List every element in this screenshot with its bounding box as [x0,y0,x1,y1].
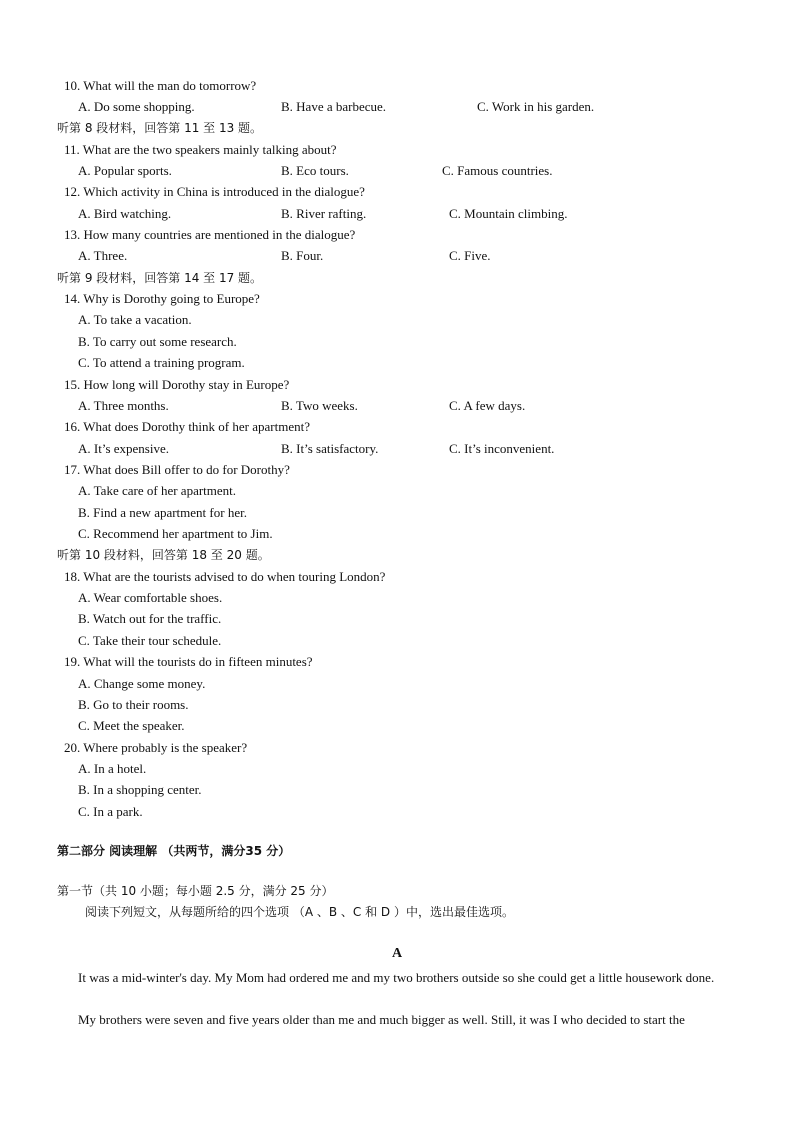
option-a: A. Bird watching. [78,206,172,221]
section-heading-8: 听第 8 段材料，回答第 11 至 13 题。 [57,121,263,135]
question-17: 17. What does Bill offer to do for Dorothy? [64,462,290,477]
option-b: B. Watch out for the traffic. [78,611,222,626]
option-c: C. Meet the speaker. [78,718,185,733]
question-16: 16. What does Dorothy think of her apartment? [64,419,310,434]
question-18: 18. What are the tourists advised to do when touring London? [64,569,386,584]
option-b: B. In a shopping center. [78,782,202,797]
option-c: C. Famous countries. [442,163,553,178]
option-a: A. Three months. [78,398,169,413]
option-a: A. Popular sports. [78,163,172,178]
option-c: C. In a park. [78,804,143,819]
option-c: C. Work in his garden. [477,99,595,114]
option-c: C. Five. [449,248,491,263]
reading-instructions: 阅读下列短文，从每题所给的四个选项 （A 、B 、C 和 D ）中，选出最佳选项。 [85,905,514,919]
option-b: B. Two weeks. [281,398,358,413]
option-c: C. It’s inconvenient. [449,441,555,456]
option-b: B. To carry out some research. [78,334,237,349]
option-b: B. Go to their rooms. [78,697,189,712]
option-a: A. Wear comfortable shoes. [78,590,223,605]
section-heading-9: 听第 9 段材料，回答第 14 至 17 题。 [57,271,263,285]
passage-paragraph-2: My brothers were seven and five years older than me and much bigger as well. Still, it was I who decided to start the [78,1012,685,1027]
option-c: C. Mountain climbing. [449,206,568,221]
option-a: A. Change some money. [78,676,206,691]
part-two-heading: 第二部分 阅读理解 （共两节，满分35 分） [57,844,291,858]
option-c: C. A few days. [449,398,526,413]
option-a: A. Three. [78,248,128,263]
option-a: A. In a hotel. [78,761,147,776]
question-11: 11. What are the two speakers mainly talking about? [64,142,337,157]
passage-paragraph-1: It was a mid-winter's day. My Mom had ordered me and my two brothers outside so she could get a little housework done. [78,970,715,985]
option-b: B. Eco tours. [281,163,349,178]
option-a: A. It’s expensive. [78,441,169,456]
question-19: 19. What will the tourists do in fifteen minutes? [64,654,313,669]
option-a: A. Take care of her apartment. [78,483,237,498]
option-a: A. To take a vacation. [78,312,192,327]
option-b: B. Four. [281,248,324,263]
option-b: B. Have a barbecue. [281,99,387,114]
option-a: A. Do some shopping. [78,99,195,114]
question-12: 12. Which activity in China is introduced in the dialogue? [64,184,365,199]
question-20: 20. Where probably is the speaker? [64,740,248,755]
question-10: 10. What will the man do tomorrow? [64,78,257,93]
option-c: C. To attend a training program. [78,355,245,370]
option-b: B. River rafting. [281,206,367,221]
passage-title: A [391,946,403,961]
option-c: C. Take their tour schedule. [78,633,222,648]
option-b: B. It’s satisfactory. [281,441,379,456]
option-c: C. Recommend her apartment to Jim. [78,526,273,541]
option-b: B. Find a new apartment for her. [78,505,247,520]
question-13: 13. How many countries are mentioned in the dialogue? [64,227,356,242]
section-heading-10: 听第 10 段材料，回答第 18 至 20 题。 [57,548,270,562]
section-one-heading: 第一节（共 10 小题；每小题 2.5 分，满分 25 分） [57,884,334,898]
question-15: 15. How long will Dorothy stay in Europe? [64,377,290,392]
question-14: 14. Why is Dorothy going to Europe? [64,291,260,306]
